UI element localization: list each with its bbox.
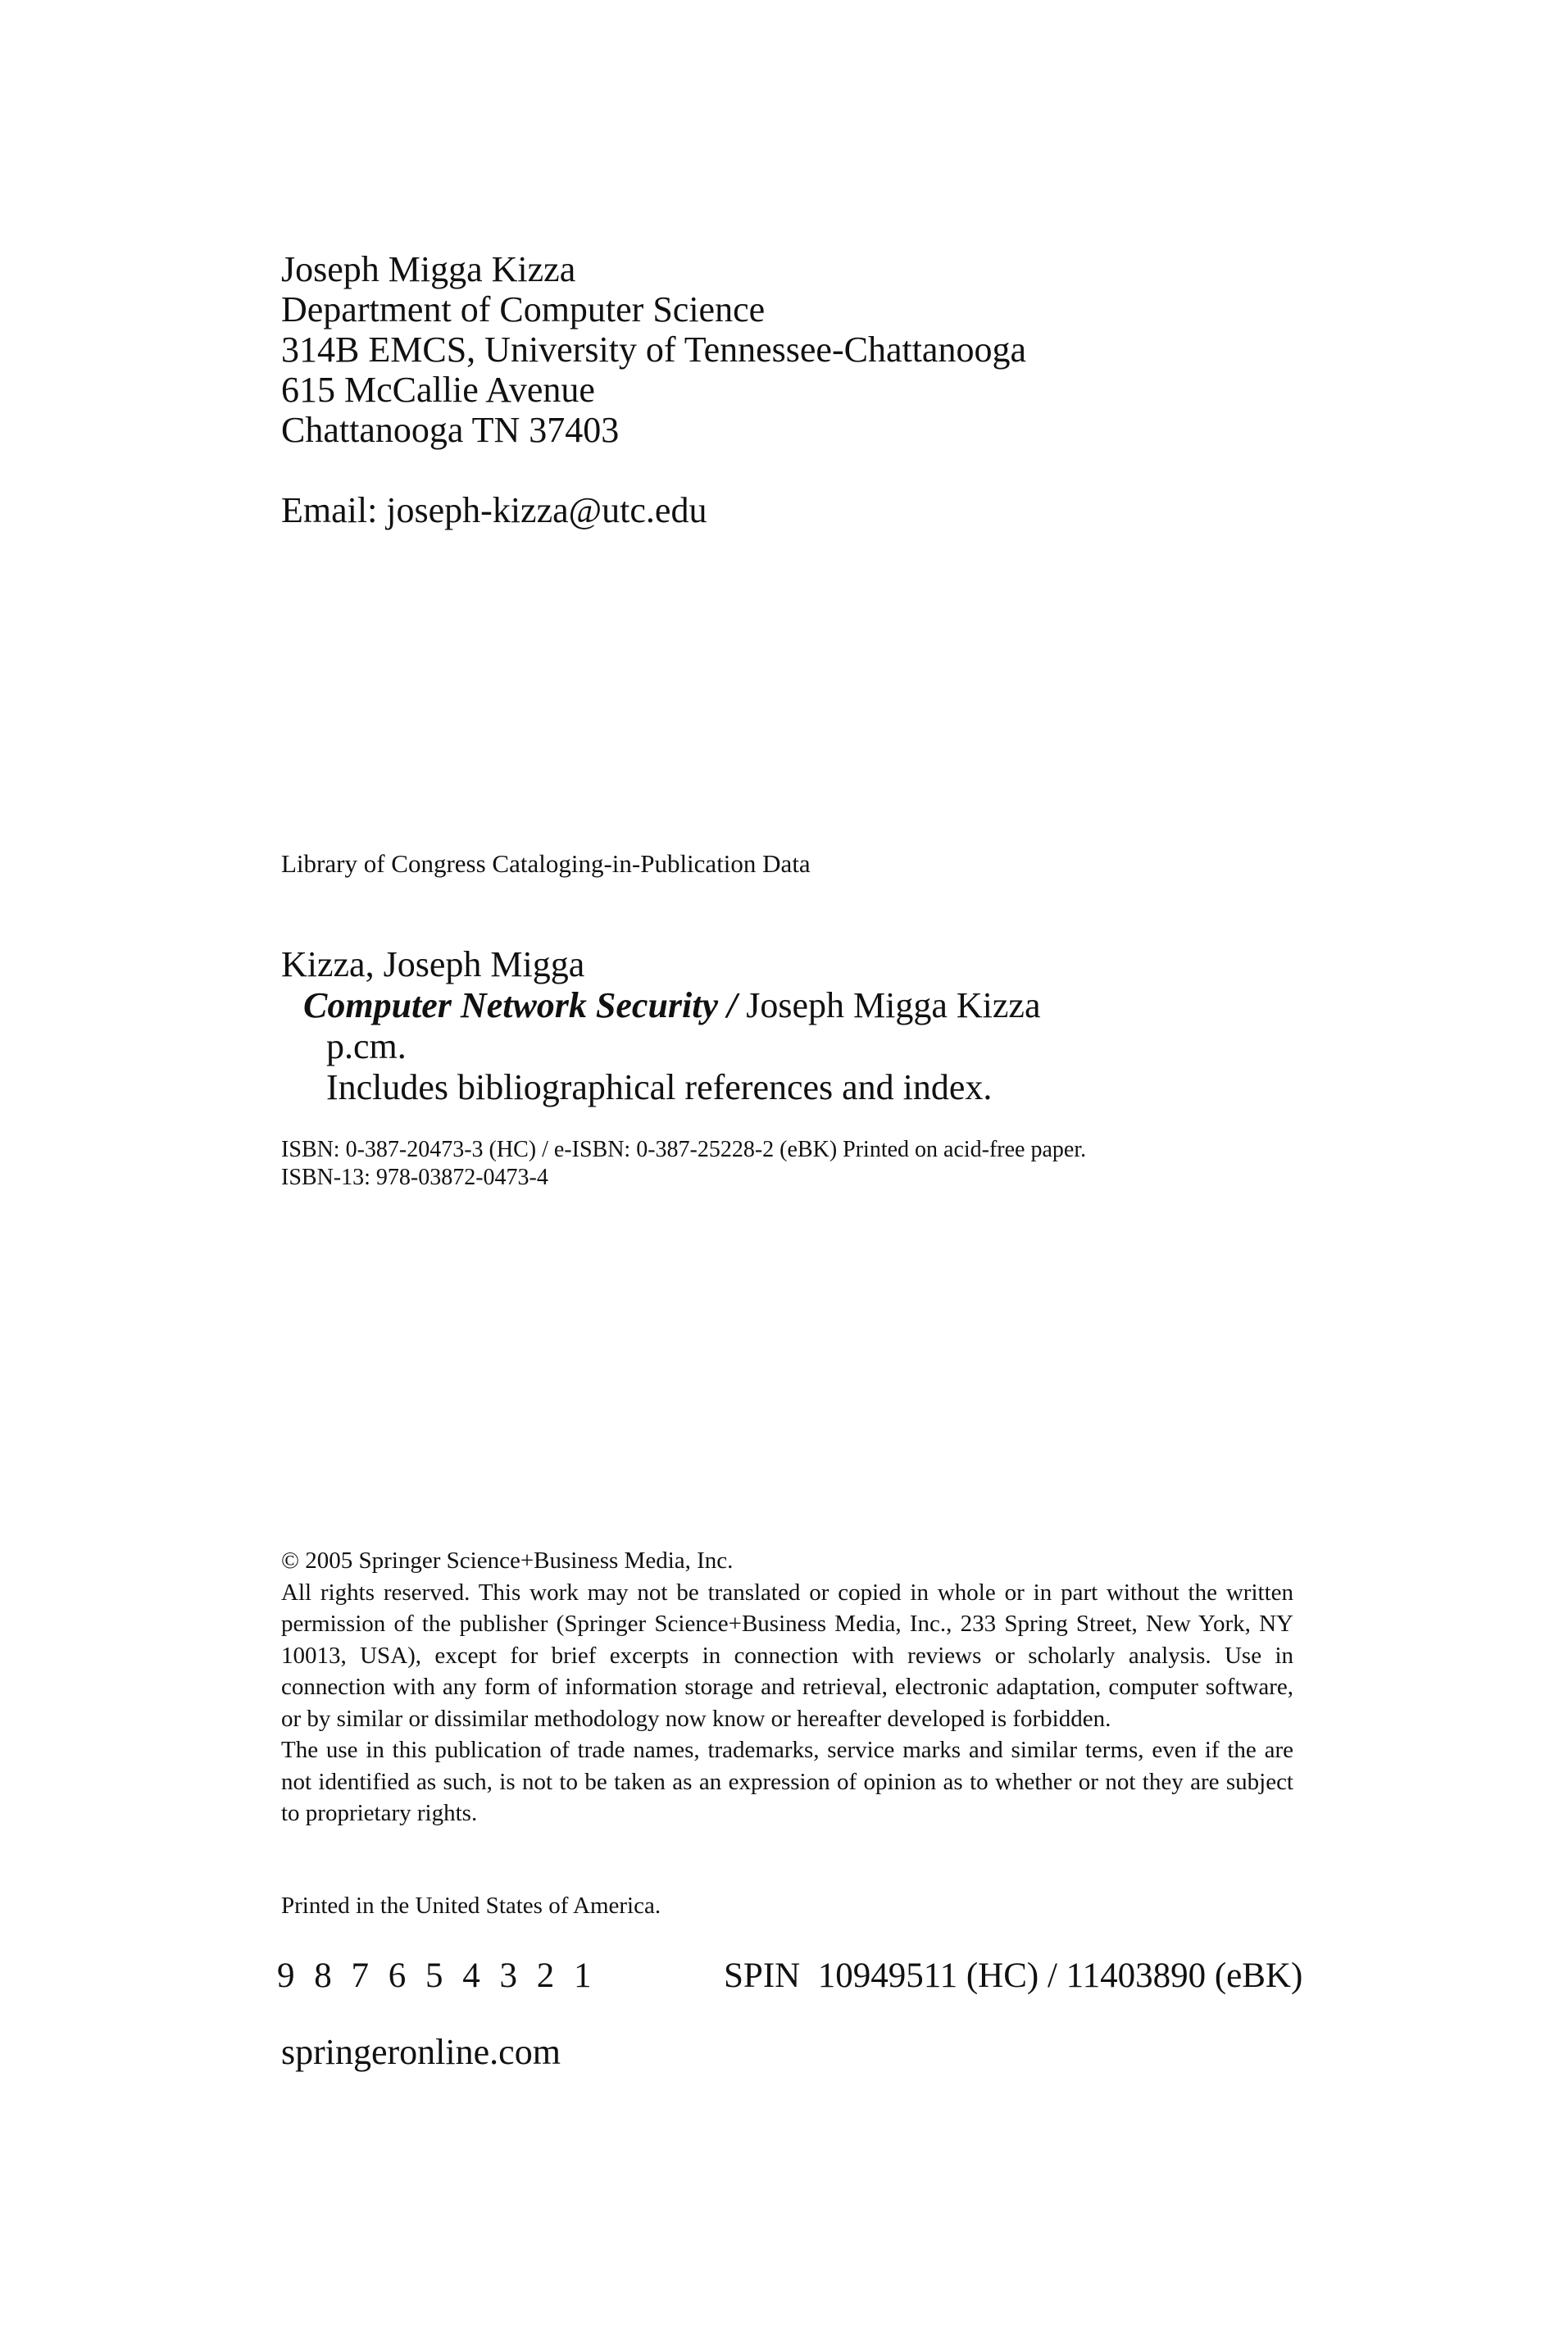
author-address-block xyxy=(281,249,1026,450)
publisher-website xyxy=(281,2032,561,2073)
isbn-block xyxy=(281,1136,1086,1192)
cip-entry xyxy=(281,944,1041,1108)
isbn-line-2: ISBN-13: 978-03872-0473-4 xyxy=(281,1165,548,1190)
author-name: Joseph Migga Kizza xyxy=(281,249,576,289)
spin-number xyxy=(724,1956,1302,1997)
copyright-block xyxy=(281,1545,1293,1829)
cip-pcm: p.cm. xyxy=(326,1026,407,1066)
isbn-line-1: ISBN: 0-387-20473-3 (HC) / e-ISBN: 0-387-25228-2 (eBK) Printed on acid-free paper. xyxy=(281,1137,1087,1162)
trademarks-statement: The use in this publication of trade names, trademarks, service marks and similar terms, even if the are not identified as such, is not to be taken as an expression of opinion as to whether or not they are subject to proprietary rights. xyxy=(281,1737,1293,1826)
author-department: Department of Computer Science xyxy=(281,289,766,329)
author-street: 615 McCallie Avenue xyxy=(281,370,595,410)
email-text: Email: joseph-kizza@utc.edu xyxy=(281,490,707,530)
cip-notes: Includes bibliographical references and index. xyxy=(326,1067,993,1107)
cip-header xyxy=(281,849,811,879)
author-email xyxy=(281,490,707,530)
cip-title-line xyxy=(281,985,1041,1026)
print-number-line xyxy=(277,1956,592,1997)
printed-in xyxy=(281,1891,661,1920)
spin-text: SPIN 10949511 (HC) / 11403890 (eBK) xyxy=(724,1957,1303,1995)
book-title: Computer Network Security / xyxy=(303,985,738,1025)
author-office: 314B EMCS, University of Tennessee-Chattanooga xyxy=(281,329,1026,370)
author-city: Chattanooga TN 37403 xyxy=(281,410,620,450)
copyright-notice: © 2005 Springer Science+Business Media, Inc. xyxy=(281,1547,734,1574)
printed-in-text: Printed in the United States of America. xyxy=(281,1893,661,1919)
print-number-digits: 9 8 7 6 5 4 3 2 1 xyxy=(277,1957,592,1995)
cip-entry-name: Kizza, Joseph Migga xyxy=(281,944,585,984)
rights-statement: All rights reserved. This work may not be translated or copied in whole or in part without the written permission of the publisher (Springer Science+Business Media, Inc., 233 Spring Street, New York, NY 10013, USA), except for brief excerpts in connection with reviews or scholarly analysis. Use in connection with any form of information storage and retrieval, electronic adaptation, computer software, or by similar or dissimilar methodology now know or hereafter developed is forbidden. xyxy=(281,1579,1293,1732)
website-text: springeronline.com xyxy=(281,2032,561,2072)
cip-header-text: Library of Congress Cataloging-in-Publication Data xyxy=(281,849,811,878)
book-author: Joseph Migga Kizza xyxy=(737,985,1041,1025)
